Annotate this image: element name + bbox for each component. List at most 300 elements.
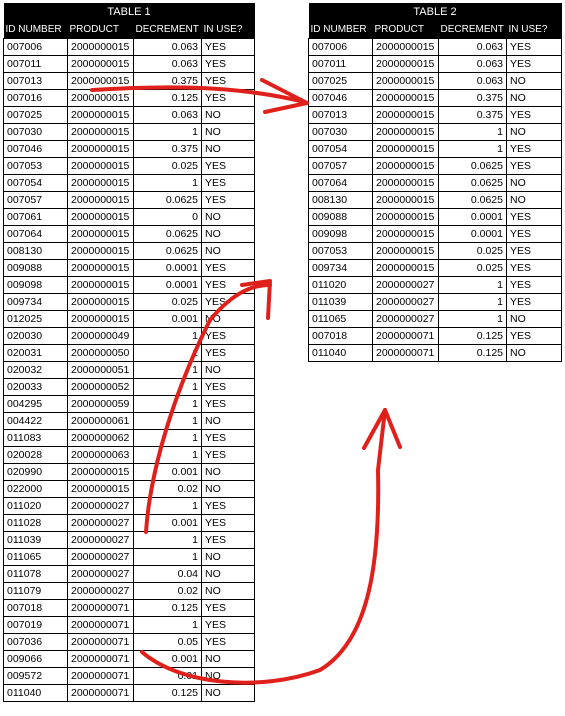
cell-in-use[interactable]: NO bbox=[202, 243, 255, 260]
cell-product[interactable]: 2000000015 bbox=[68, 90, 134, 107]
cell-product[interactable]: 2000000015 bbox=[68, 192, 134, 209]
cell-id-number[interactable]: 011065 bbox=[309, 311, 373, 328]
cell-decrement[interactable]: 1 bbox=[134, 447, 202, 464]
cell-decrement[interactable]: 0.001 bbox=[134, 651, 202, 668]
cell-decrement[interactable]: 1 bbox=[439, 294, 507, 311]
cell-id-number[interactable]: 007064 bbox=[309, 175, 373, 192]
cell-decrement[interactable]: 0.375 bbox=[439, 107, 507, 124]
cell-decrement[interactable]: 0.001 bbox=[134, 464, 202, 481]
cell-in-use[interactable]: YES bbox=[202, 158, 255, 175]
cell-product[interactable]: 2000000063 bbox=[68, 447, 134, 464]
cell-in-use[interactable]: NO bbox=[202, 464, 255, 481]
cell-product[interactable]: 2000000071 bbox=[68, 651, 134, 668]
cell-product[interactable]: 2000000027 bbox=[68, 566, 134, 583]
cell-decrement[interactable]: 1 bbox=[439, 124, 507, 141]
cell-product[interactable]: 2000000015 bbox=[373, 107, 439, 124]
cell-product[interactable]: 2000000071 bbox=[373, 345, 439, 362]
cell-decrement[interactable]: 0.0625 bbox=[439, 175, 507, 192]
cell-in-use[interactable]: YES bbox=[202, 379, 255, 396]
table-1-body bbox=[4, 39, 255, 702]
table-row bbox=[4, 362, 255, 379]
cell-decrement[interactable]: 0.025 bbox=[439, 243, 507, 260]
cell-id-number[interactable]: 007053 bbox=[4, 158, 68, 175]
cell-in-use[interactable]: YES bbox=[202, 328, 255, 345]
cell-decrement[interactable]: 0.125 bbox=[134, 90, 202, 107]
table-row bbox=[309, 124, 562, 141]
cell-in-use[interactable]: YES bbox=[202, 396, 255, 413]
table-row bbox=[4, 617, 255, 634]
table-row bbox=[4, 107, 255, 124]
cell-product[interactable]: 2000000071 bbox=[68, 617, 134, 634]
cell-id-number[interactable]: 007011 bbox=[4, 56, 68, 73]
cell-id-number[interactable]: 007025 bbox=[309, 73, 373, 90]
cell-id-number[interactable]: 011040 bbox=[309, 345, 373, 362]
cell-in-use[interactable]: YES bbox=[507, 243, 562, 260]
column-header-product: PRODUCT bbox=[68, 21, 134, 39]
cell-product[interactable]: 2000000015 bbox=[68, 141, 134, 158]
cell-product[interactable]: 2000000015 bbox=[373, 158, 439, 175]
cell-product[interactable]: 2000000015 bbox=[68, 209, 134, 226]
table-row bbox=[309, 73, 562, 90]
cell-decrement[interactable]: 0.0001 bbox=[134, 260, 202, 277]
cell-decrement[interactable]: 1 bbox=[134, 498, 202, 515]
cell-id-number[interactable]: 009734 bbox=[309, 260, 373, 277]
cell-id-number[interactable]: 007013 bbox=[309, 107, 373, 124]
cell-in-use[interactable]: NO bbox=[202, 651, 255, 668]
cell-in-use[interactable]: YES bbox=[507, 328, 562, 345]
cell-in-use[interactable]: NO bbox=[507, 311, 562, 328]
cell-product[interactable]: 2000000015 bbox=[68, 39, 134, 56]
cell-product[interactable]: 2000000015 bbox=[68, 464, 134, 481]
table-row bbox=[309, 226, 562, 243]
cell-in-use[interactable]: NO bbox=[202, 107, 255, 124]
cell-id-number[interactable]: 007054 bbox=[4, 175, 68, 192]
cell-decrement[interactable]: 1 bbox=[134, 379, 202, 396]
table-row bbox=[309, 56, 562, 73]
cell-decrement[interactable]: 0.025 bbox=[439, 260, 507, 277]
cell-id-number[interactable]: 012025 bbox=[4, 311, 68, 328]
cell-decrement[interactable]: 0.063 bbox=[134, 107, 202, 124]
cell-in-use[interactable]: YES bbox=[507, 260, 562, 277]
table-row bbox=[4, 328, 255, 345]
cell-id-number[interactable]: 008130 bbox=[4, 243, 68, 260]
cell-in-use[interactable]: NO bbox=[202, 124, 255, 141]
cell-decrement[interactable]: 0.04 bbox=[134, 566, 202, 583]
cell-product[interactable]: 2000000027 bbox=[68, 498, 134, 515]
table-row bbox=[4, 175, 255, 192]
cell-id-number[interactable]: 011040 bbox=[4, 685, 68, 702]
cell-product[interactable]: 2000000015 bbox=[68, 175, 134, 192]
cell-product[interactable]: 2000000027 bbox=[68, 583, 134, 600]
cell-id-number[interactable]: 020990 bbox=[4, 464, 68, 481]
cell-id-number[interactable]: 007046 bbox=[4, 141, 68, 158]
column-header-decrement: DECREMENT bbox=[439, 21, 507, 39]
cell-decrement[interactable]: 0.025 bbox=[134, 294, 202, 311]
cell-in-use[interactable]: NO bbox=[202, 685, 255, 702]
cell-decrement[interactable]: 1 bbox=[134, 413, 202, 430]
cell-product[interactable]: 2000000071 bbox=[68, 600, 134, 617]
cell-id-number[interactable]: 007013 bbox=[4, 73, 68, 90]
cell-decrement[interactable]: 0.0001 bbox=[439, 226, 507, 243]
cell-product[interactable]: 2000000049 bbox=[68, 328, 134, 345]
cell-decrement[interactable]: 1 bbox=[439, 277, 507, 294]
table-row bbox=[4, 498, 255, 515]
cell-id-number[interactable]: 020031 bbox=[4, 345, 68, 362]
cell-product[interactable]: 2000000027 bbox=[68, 515, 134, 532]
table-row bbox=[4, 141, 255, 158]
cell-decrement[interactable]: 0.0001 bbox=[134, 277, 202, 294]
cell-id-number[interactable]: 009098 bbox=[309, 226, 373, 243]
cell-product[interactable]: 2000000015 bbox=[68, 158, 134, 175]
cell-id-number[interactable]: 007057 bbox=[309, 158, 373, 175]
cell-product[interactable]: 2000000015 bbox=[373, 73, 439, 90]
cell-id-number[interactable]: 007025 bbox=[4, 107, 68, 124]
cell-decrement[interactable]: 0.125 bbox=[439, 328, 507, 345]
cell-in-use[interactable]: YES bbox=[507, 226, 562, 243]
table-row bbox=[309, 243, 562, 260]
cell-decrement[interactable]: 0.001 bbox=[134, 515, 202, 532]
cell-decrement[interactable]: 1 bbox=[134, 328, 202, 345]
cell-product[interactable]: 2000000015 bbox=[373, 141, 439, 158]
cell-product[interactable]: 2000000015 bbox=[373, 209, 439, 226]
cell-in-use[interactable]: YES bbox=[202, 634, 255, 651]
table-row bbox=[4, 396, 255, 413]
cell-decrement[interactable]: 0.375 bbox=[439, 90, 507, 107]
cell-decrement[interactable]: 1 bbox=[134, 175, 202, 192]
cell-in-use[interactable]: NO bbox=[507, 192, 562, 209]
table-row bbox=[309, 328, 562, 345]
cell-in-use[interactable]: YES bbox=[202, 277, 255, 294]
cell-id-number[interactable]: 011020 bbox=[4, 498, 68, 515]
cell-id-number[interactable]: 007019 bbox=[4, 617, 68, 634]
cell-id-number[interactable]: 007054 bbox=[309, 141, 373, 158]
cell-decrement[interactable]: 0.0625 bbox=[134, 192, 202, 209]
cell-id-number[interactable]: 007011 bbox=[309, 56, 373, 73]
cell-id-number[interactable]: 007018 bbox=[309, 328, 373, 345]
table-row bbox=[4, 583, 255, 600]
cell-in-use[interactable]: YES bbox=[202, 39, 255, 56]
table-row bbox=[4, 345, 255, 362]
cell-in-use[interactable]: YES bbox=[202, 192, 255, 209]
cell-product[interactable]: 2000000015 bbox=[68, 73, 134, 90]
cell-id-number[interactable]: 007018 bbox=[4, 600, 68, 617]
cell-decrement[interactable]: 0.063 bbox=[134, 39, 202, 56]
cell-decrement[interactable]: 0.125 bbox=[439, 345, 507, 362]
table-row bbox=[4, 566, 255, 583]
cell-in-use[interactable]: YES bbox=[507, 294, 562, 311]
cell-in-use[interactable]: NO bbox=[202, 226, 255, 243]
cell-in-use[interactable]: YES bbox=[202, 447, 255, 464]
arrow-head-1 bbox=[262, 80, 307, 112]
cell-decrement[interactable]: 0 bbox=[134, 209, 202, 226]
cell-id-number[interactable]: 007016 bbox=[4, 90, 68, 107]
table-row bbox=[4, 243, 255, 260]
cell-decrement[interactable]: 1 bbox=[134, 362, 202, 379]
cell-product[interactable]: 2000000015 bbox=[68, 294, 134, 311]
cell-product[interactable]: 2000000015 bbox=[68, 56, 134, 73]
cell-id-number[interactable]: 011078 bbox=[4, 566, 68, 583]
column-header-decrement: DECREMENT bbox=[134, 21, 202, 39]
cell-decrement[interactable]: 0.01 bbox=[134, 668, 202, 685]
cell-id-number[interactable]: 007030 bbox=[309, 124, 373, 141]
cell-id-number[interactable]: 007057 bbox=[4, 192, 68, 209]
column-header-id-number: ID NUMBER bbox=[309, 21, 373, 39]
table-row bbox=[4, 192, 255, 209]
cell-decrement[interactable]: 1 bbox=[134, 617, 202, 634]
cell-in-use[interactable]: YES bbox=[202, 600, 255, 617]
table-2 bbox=[308, 3, 562, 362]
cell-product[interactable]: 2000000015 bbox=[373, 90, 439, 107]
cell-in-use[interactable]: NO bbox=[202, 141, 255, 158]
table-row bbox=[4, 532, 255, 549]
arrow-head-3 bbox=[364, 410, 400, 448]
table-row bbox=[4, 430, 255, 447]
cell-in-use[interactable]: YES bbox=[202, 56, 255, 73]
cell-decrement[interactable]: 1 bbox=[134, 549, 202, 566]
cell-product[interactable]: 2000000015 bbox=[373, 124, 439, 141]
cell-id-number[interactable]: 007046 bbox=[309, 90, 373, 107]
table-row bbox=[4, 668, 255, 685]
table-2-title: TABLE 2 bbox=[309, 3, 562, 21]
cell-id-number[interactable]: 009734 bbox=[4, 294, 68, 311]
cell-decrement[interactable]: 0.0625 bbox=[134, 243, 202, 260]
cell-in-use[interactable]: NO bbox=[202, 583, 255, 600]
column-header-in-use: IN USE? bbox=[202, 21, 255, 39]
cell-decrement[interactable]: 0.0625 bbox=[439, 158, 507, 175]
cell-decrement[interactable]: 0.05 bbox=[134, 634, 202, 651]
cell-id-number[interactable]: 007036 bbox=[4, 634, 68, 651]
table-row bbox=[4, 226, 255, 243]
table-row bbox=[4, 294, 255, 311]
cell-product[interactable]: 2000000052 bbox=[68, 379, 134, 396]
cell-id-number[interactable]: 011083 bbox=[4, 430, 68, 447]
cell-decrement[interactable]: 0.063 bbox=[439, 56, 507, 73]
cell-product[interactable]: 2000000015 bbox=[68, 260, 134, 277]
table-row bbox=[4, 379, 255, 396]
cell-id-number[interactable]: 020032 bbox=[4, 362, 68, 379]
cell-in-use[interactable]: NO bbox=[202, 311, 255, 328]
cell-in-use[interactable]: YES bbox=[507, 209, 562, 226]
cell-in-use[interactable]: YES bbox=[202, 345, 255, 362]
table-row bbox=[4, 158, 255, 175]
cell-id-number[interactable]: 007030 bbox=[4, 124, 68, 141]
cell-product[interactable]: 2000000027 bbox=[68, 549, 134, 566]
cell-in-use[interactable]: YES bbox=[507, 277, 562, 294]
cell-in-use[interactable]: YES bbox=[202, 498, 255, 515]
cell-id-number[interactable]: 007064 bbox=[4, 226, 68, 243]
table-row bbox=[4, 413, 255, 430]
cell-decrement[interactable]: 0.375 bbox=[134, 141, 202, 158]
table-row bbox=[4, 685, 255, 702]
cell-in-use[interactable]: NO bbox=[202, 362, 255, 379]
cell-decrement[interactable]: 0.063 bbox=[134, 56, 202, 73]
cell-decrement[interactable]: 0.025 bbox=[134, 158, 202, 175]
cell-id-number[interactable]: 007053 bbox=[309, 243, 373, 260]
cell-in-use[interactable]: YES bbox=[202, 294, 255, 311]
cell-decrement[interactable]: 0.125 bbox=[134, 600, 202, 617]
column-header-id-number: ID NUMBER bbox=[4, 21, 68, 39]
cell-product[interactable]: 2000000015 bbox=[373, 175, 439, 192]
cell-id-number[interactable]: 011039 bbox=[4, 532, 68, 549]
cell-decrement[interactable]: 0.375 bbox=[134, 73, 202, 90]
cell-id-number[interactable]: 009572 bbox=[4, 668, 68, 685]
cell-id-number[interactable]: 009066 bbox=[4, 651, 68, 668]
cell-decrement[interactable]: 1 bbox=[134, 430, 202, 447]
cell-product[interactable]: 2000000015 bbox=[68, 277, 134, 294]
table-row bbox=[4, 447, 255, 464]
cell-id-number[interactable]: 020033 bbox=[4, 379, 68, 396]
cell-id-number[interactable]: 009098 bbox=[4, 277, 68, 294]
table-2-body bbox=[309, 39, 562, 362]
cell-product[interactable]: 2000000015 bbox=[373, 243, 439, 260]
cell-decrement[interactable]: 1 bbox=[134, 124, 202, 141]
cell-id-number[interactable]: 009088 bbox=[309, 209, 373, 226]
cell-id-number[interactable]: 020028 bbox=[4, 447, 68, 464]
cell-in-use[interactable]: YES bbox=[507, 56, 562, 73]
cell-product[interactable]: 2000000071 bbox=[373, 328, 439, 345]
cell-product[interactable]: 2000000027 bbox=[373, 294, 439, 311]
cell-id-number[interactable]: 007006 bbox=[309, 39, 373, 56]
cell-product[interactable]: 2000000015 bbox=[373, 260, 439, 277]
cell-id-number[interactable]: 020030 bbox=[4, 328, 68, 345]
cell-id-number[interactable]: 007061 bbox=[4, 209, 68, 226]
cell-product[interactable]: 2000000071 bbox=[68, 668, 134, 685]
cell-in-use[interactable]: NO bbox=[202, 549, 255, 566]
cell-product[interactable]: 2000000015 bbox=[373, 56, 439, 73]
table-1-title: TABLE 1 bbox=[4, 3, 255, 21]
cell-in-use[interactable]: YES bbox=[202, 515, 255, 532]
cell-in-use[interactable]: YES bbox=[202, 90, 255, 107]
table-row bbox=[4, 651, 255, 668]
cell-id-number[interactable]: 009088 bbox=[4, 260, 68, 277]
cell-id-number[interactable]: 011065 bbox=[4, 549, 68, 566]
cell-in-use[interactable]: YES bbox=[202, 617, 255, 634]
cell-decrement[interactable]: 0.0001 bbox=[439, 209, 507, 226]
cell-product[interactable]: 2000000050 bbox=[68, 345, 134, 362]
cell-id-number[interactable]: 011020 bbox=[309, 277, 373, 294]
cell-product[interactable]: 2000000015 bbox=[373, 192, 439, 209]
cell-product[interactable]: 2000000061 bbox=[68, 413, 134, 430]
cell-in-use[interactable]: NO bbox=[507, 175, 562, 192]
cell-product[interactable]: 2000000015 bbox=[373, 226, 439, 243]
table-row bbox=[309, 141, 562, 158]
table-row bbox=[4, 311, 255, 328]
cell-in-use[interactable]: YES bbox=[507, 107, 562, 124]
table-row bbox=[309, 209, 562, 226]
cell-decrement[interactable]: 1 bbox=[134, 345, 202, 362]
table-row bbox=[309, 90, 562, 107]
cell-id-number[interactable]: 011028 bbox=[4, 515, 68, 532]
cell-in-use[interactable]: YES bbox=[507, 158, 562, 175]
cell-in-use[interactable]: YES bbox=[202, 532, 255, 549]
cell-product[interactable]: 2000000071 bbox=[68, 634, 134, 651]
cell-decrement[interactable]: 0.02 bbox=[134, 481, 202, 498]
table-row bbox=[4, 260, 255, 277]
cell-in-use[interactable]: NO bbox=[202, 566, 255, 583]
cell-product[interactable]: 2000000051 bbox=[68, 362, 134, 379]
cell-in-use[interactable]: NO bbox=[507, 73, 562, 90]
cell-in-use[interactable]: YES bbox=[202, 73, 255, 90]
cell-in-use[interactable]: YES bbox=[507, 39, 562, 56]
cell-in-use[interactable]: NO bbox=[507, 345, 562, 362]
table-row bbox=[4, 56, 255, 73]
cell-decrement[interactable]: 0.0625 bbox=[134, 226, 202, 243]
cell-in-use[interactable]: YES bbox=[507, 141, 562, 158]
table-row bbox=[4, 634, 255, 651]
cell-product[interactable]: 2000000015 bbox=[373, 39, 439, 56]
table-row bbox=[4, 515, 255, 532]
table-row bbox=[309, 260, 562, 277]
cell-product[interactable]: 2000000015 bbox=[68, 481, 134, 498]
table-row bbox=[309, 39, 562, 56]
table-row bbox=[4, 600, 255, 617]
cell-id-number[interactable]: 007006 bbox=[4, 39, 68, 56]
cell-decrement[interactable]: 1 bbox=[134, 396, 202, 413]
cell-product[interactable]: 2000000015 bbox=[68, 226, 134, 243]
cell-in-use[interactable]: YES bbox=[202, 260, 255, 277]
cell-product[interactable]: 2000000015 bbox=[68, 243, 134, 260]
cell-in-use[interactable]: NO bbox=[507, 124, 562, 141]
table-row bbox=[4, 73, 255, 90]
cell-in-use[interactable]: NO bbox=[202, 209, 255, 226]
table-row bbox=[4, 90, 255, 107]
cell-product[interactable]: 2000000015 bbox=[68, 124, 134, 141]
table-1 bbox=[3, 3, 255, 702]
cell-product[interactable]: 2000000015 bbox=[68, 107, 134, 124]
cell-decrement[interactable]: 0.001 bbox=[134, 311, 202, 328]
table-row bbox=[4, 549, 255, 566]
cell-in-use[interactable]: NO bbox=[202, 481, 255, 498]
table-row bbox=[4, 277, 255, 294]
cell-in-use[interactable]: YES bbox=[202, 430, 255, 447]
column-header-in-use: IN USE? bbox=[507, 21, 562, 39]
cell-decrement[interactable]: 1 bbox=[439, 311, 507, 328]
column-header-product: PRODUCT bbox=[373, 21, 439, 39]
cell-decrement[interactable]: 1 bbox=[439, 141, 507, 158]
cell-decrement[interactable]: 1 bbox=[134, 532, 202, 549]
table-row bbox=[309, 311, 562, 328]
table-row bbox=[309, 107, 562, 124]
table-row bbox=[309, 192, 562, 209]
cell-decrement[interactable]: 0.063 bbox=[439, 39, 507, 56]
cell-decrement[interactable]: 0.063 bbox=[439, 73, 507, 90]
cell-in-use[interactable]: NO bbox=[202, 413, 255, 430]
cell-in-use[interactable]: YES bbox=[202, 175, 255, 192]
cell-product[interactable]: 2000000027 bbox=[68, 532, 134, 549]
cell-in-use[interactable]: NO bbox=[202, 668, 255, 685]
cell-decrement[interactable]: 0.0625 bbox=[439, 192, 507, 209]
cell-product[interactable]: 2000000027 bbox=[373, 311, 439, 328]
cell-in-use[interactable]: NO bbox=[507, 90, 562, 107]
cell-product[interactable]: 2000000071 bbox=[68, 685, 134, 702]
cell-product[interactable]: 2000000062 bbox=[68, 430, 134, 447]
cell-product[interactable]: 2000000059 bbox=[68, 396, 134, 413]
table-row bbox=[4, 39, 255, 56]
cell-decrement[interactable]: 0.02 bbox=[134, 583, 202, 600]
cell-id-number[interactable]: 011079 bbox=[4, 583, 68, 600]
cell-product[interactable]: 2000000015 bbox=[68, 311, 134, 328]
cell-id-number[interactable]: 004422 bbox=[4, 413, 68, 430]
cell-product[interactable]: 2000000027 bbox=[373, 277, 439, 294]
cell-decrement[interactable]: 0.125 bbox=[134, 685, 202, 702]
table-row bbox=[309, 175, 562, 192]
table-row bbox=[4, 209, 255, 226]
cell-id-number[interactable]: 008130 bbox=[309, 192, 373, 209]
cell-id-number[interactable]: 011039 bbox=[309, 294, 373, 311]
table-row bbox=[4, 124, 255, 141]
cell-id-number[interactable]: 022000 bbox=[4, 481, 68, 498]
cell-id-number[interactable]: 004295 bbox=[4, 396, 68, 413]
